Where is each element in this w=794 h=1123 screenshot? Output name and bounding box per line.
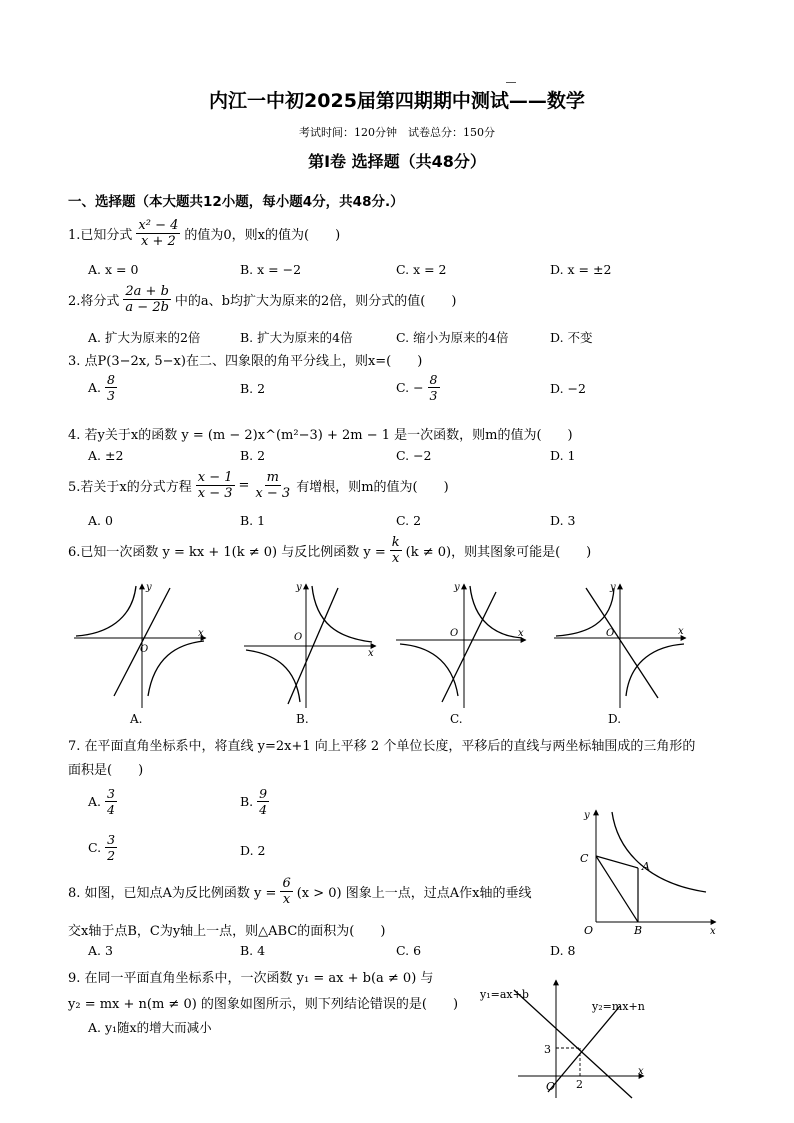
q3-option-c[interactable]	[396, 372, 442, 403]
q6-numerator: k	[391, 535, 400, 550]
question-7-line-1: 7. 在平面直角坐标系中，将直线 y=2x+1 向上平移 2 个单位长度，平移后的直线与两坐标轴围成的三角形的	[68, 739, 696, 754]
q6-a-origin: O	[140, 644, 149, 655]
q9-x-label: x	[638, 1066, 644, 1077]
q6-a-y: y	[146, 582, 152, 593]
q8-option-a[interactable]: A. 3	[88, 943, 113, 958]
q9-label-y2: y₂=mx+n	[592, 1000, 645, 1013]
question-8-line-2: 交x轴于点B，C为y轴上一点，则△ABC的面积为( )	[68, 924, 386, 939]
q5-suffix: 有增根，则m的值为( )	[296, 480, 449, 495]
q3-option-a-label: A.	[88, 380, 102, 395]
q1-suffix: 的值为0，则x的值为( )	[184, 228, 341, 243]
q2-option-d[interactable]: D. 不变	[550, 330, 593, 345]
q6-graph-c[interactable]	[396, 582, 526, 726]
q3-c-den: 3	[429, 388, 438, 403]
q4-option-b[interactable]: B. 2	[240, 448, 266, 463]
q5-den2: x − 3	[255, 486, 291, 501]
q9-label-y1: y₁=ax+b	[480, 988, 529, 1001]
q1-option-d[interactable]: D. x = ±2	[550, 262, 612, 277]
q3-option-a[interactable]	[88, 372, 119, 403]
question-2	[68, 284, 456, 315]
q8-figure	[572, 806, 722, 938]
q3-option-c-label: C. −	[396, 380, 424, 395]
q3-option-b[interactable]: B. 2	[240, 381, 266, 396]
title-mark	[506, 82, 516, 83]
q5-equals: =	[238, 478, 250, 493]
q8-hyperbola	[612, 812, 706, 892]
q8-point-a: A	[642, 860, 650, 873]
q7-a-fraction	[105, 786, 117, 817]
q7-c-den: 2	[107, 848, 116, 863]
q5-option-a[interactable]: A. 0	[88, 513, 113, 528]
q6-b-label: B.	[296, 712, 309, 726]
question-9-line-2: y₂ = mx + n(m ≠ 0) 的图象如图所示，则下列结论错误的是( )	[68, 997, 459, 1012]
question-3: 3. 点P(3−2x, 5−x)在二、四象限的角平分线上，则x=( )	[68, 354, 423, 369]
q7-b-den: 4	[259, 802, 268, 817]
q6-graphs	[66, 578, 696, 728]
q7-c-fraction	[105, 832, 117, 863]
question-9-line-1: 9. 在同一平面直角坐标系中，一次函数 y₁ = ax + b(a ≠ 0) 与	[68, 971, 434, 986]
q5-den1: x − 3	[197, 486, 233, 501]
q9-label-three: 3	[544, 1043, 551, 1056]
q2-option-c[interactable]: C. 缩小为原来的4倍	[396, 330, 509, 345]
q6-graph-b[interactable]	[244, 582, 376, 726]
q3-option-c-fraction	[428, 372, 440, 403]
q6-d-x: x	[678, 626, 684, 637]
q7-b-fraction	[257, 786, 269, 817]
question-8	[68, 876, 531, 907]
q2-numerator: 2a + b	[125, 284, 169, 299]
q3-option-a-fraction	[105, 372, 117, 403]
q1-fraction	[136, 218, 180, 249]
q2-denominator: a − 2b	[125, 300, 169, 315]
q8-denominator: x	[282, 892, 291, 907]
q5-num1: x − 1	[197, 470, 233, 485]
question-1	[68, 218, 340, 249]
q5-prefix: 5.若关于x的分式方程	[68, 480, 192, 495]
q7-option-d[interactable]: D. 2	[240, 843, 266, 858]
q4-option-d[interactable]: D. 1	[550, 448, 576, 463]
q7-b-num: 9	[259, 786, 268, 801]
q8-option-d[interactable]: D. 8	[550, 943, 576, 958]
section-heading: 一、选择题（本大题共12小题，每小题4分，共48分.）	[68, 194, 404, 210]
part-heading: 第Ⅰ卷 选择题（共48分）	[308, 152, 486, 171]
exam-meta: 考试时间：120分钟 试卷总分：150分	[299, 126, 495, 139]
q8-numerator: 6	[282, 876, 291, 891]
q6-c-label: C.	[450, 712, 463, 726]
question-7-line-2: 面积是( )	[68, 763, 144, 778]
q2-option-a[interactable]: A. 扩大为原来的2倍	[88, 330, 201, 345]
q6-a-label: A.	[130, 712, 143, 726]
q8-x-label: x	[710, 926, 716, 937]
q5-option-d[interactable]: D. 3	[550, 513, 576, 528]
q7-b-label: B.	[240, 794, 254, 809]
q7-a-num: 3	[107, 786, 115, 801]
q9-line-y2	[548, 1006, 620, 1092]
q5-num2: m	[266, 470, 279, 485]
q9-origin: O	[546, 1080, 556, 1093]
q5-fraction-left	[196, 470, 235, 501]
q8-option-b[interactable]: B. 4	[240, 943, 266, 958]
q7-a-label: A.	[88, 794, 102, 809]
q8-option-c[interactable]: C. 6	[396, 943, 422, 958]
q6-suffix: (k ≠ 0)，则其图象可能是( )	[405, 545, 592, 560]
q8-point-c: C	[580, 852, 589, 865]
question-4: 4. 若y关于x的函数 y = (m − 2)x^(m²−3) + 2m − 1 是一次函数，则m的值为( )	[68, 428, 573, 443]
q2-suffix: 中的a、b均扩大为原来的2倍，则分式的值( )	[174, 294, 457, 309]
q6-c-x: x	[518, 628, 524, 639]
q6-graph-a[interactable]	[74, 582, 206, 726]
q9-figure	[474, 976, 654, 1106]
q7-option-a[interactable]	[88, 786, 119, 817]
q3-option-d[interactable]: D. −2	[550, 381, 586, 396]
q6-d-y: y	[610, 582, 616, 593]
q8-origin: O	[584, 924, 594, 937]
question-6	[68, 535, 591, 566]
q5-fraction-right	[253, 470, 292, 501]
q4-option-c[interactable]: C. −2	[396, 448, 432, 463]
q1-denominator: x + 2	[141, 234, 176, 249]
q9-option-a[interactable]: A. y₁随x的增大而减小	[88, 1020, 212, 1035]
q2-prefix: 2.将分式	[68, 294, 120, 309]
question-5	[68, 470, 449, 501]
q1-numerator: x² − 4	[138, 218, 179, 233]
q1-option-a[interactable]: A. x = 0	[88, 262, 139, 277]
q6-fraction	[390, 535, 402, 566]
q6-b-origin: O	[294, 632, 303, 643]
q6-graph-d[interactable]	[554, 582, 686, 726]
q8-point-b: B	[634, 924, 643, 937]
q2-option-b[interactable]: B. 扩大为原来的4倍	[240, 330, 353, 345]
q6-d-label: D.	[608, 712, 622, 726]
q6-b-y: y	[296, 582, 302, 593]
q6-b-x: x	[368, 648, 374, 659]
q1-prefix: 1.已知分式	[68, 228, 133, 243]
q4-option-a[interactable]: A. ±2	[88, 448, 124, 463]
q5-option-c[interactable]: C. 2	[396, 513, 422, 528]
q8-suffix: (x > 0) 图象上一点，过点A作x轴的垂线	[296, 886, 532, 901]
q3-a-num: 8	[107, 372, 115, 387]
q6-a-x: x	[198, 628, 204, 639]
q7-a-den: 4	[107, 802, 115, 817]
q9-label-two: 2	[576, 1078, 583, 1091]
q8-prefix: 8. 如图，已知点A为反比例函数 y =	[68, 886, 277, 901]
q8-y-label: y	[584, 810, 590, 821]
q7-c-label: C.	[88, 840, 102, 855]
page-title: 内江一中初2025届第四期期中测试——数学	[209, 90, 585, 112]
q1-option-b[interactable]: B. x = −2	[240, 262, 302, 277]
q5-option-b[interactable]: B. 1	[240, 513, 266, 528]
q3-a-den: 3	[107, 388, 115, 403]
q6-c-y: y	[454, 582, 460, 593]
q1-option-c[interactable]: C. x = 2	[396, 262, 447, 277]
q2-fraction	[123, 284, 171, 315]
q6-c-origin: O	[450, 628, 459, 639]
q3-c-num: 8	[429, 372, 438, 387]
q6-prefix: 6.已知一次函数 y = kx + 1(k ≠ 0) 与反比例函数 y =	[68, 545, 386, 560]
q6-denominator: x	[392, 551, 400, 566]
q8-fraction	[280, 876, 292, 907]
q7-c-num: 3	[107, 832, 116, 847]
q7-option-b[interactable]	[240, 786, 271, 817]
q7-option-c[interactable]	[88, 832, 119, 863]
q6-d-origin: O	[606, 628, 615, 639]
